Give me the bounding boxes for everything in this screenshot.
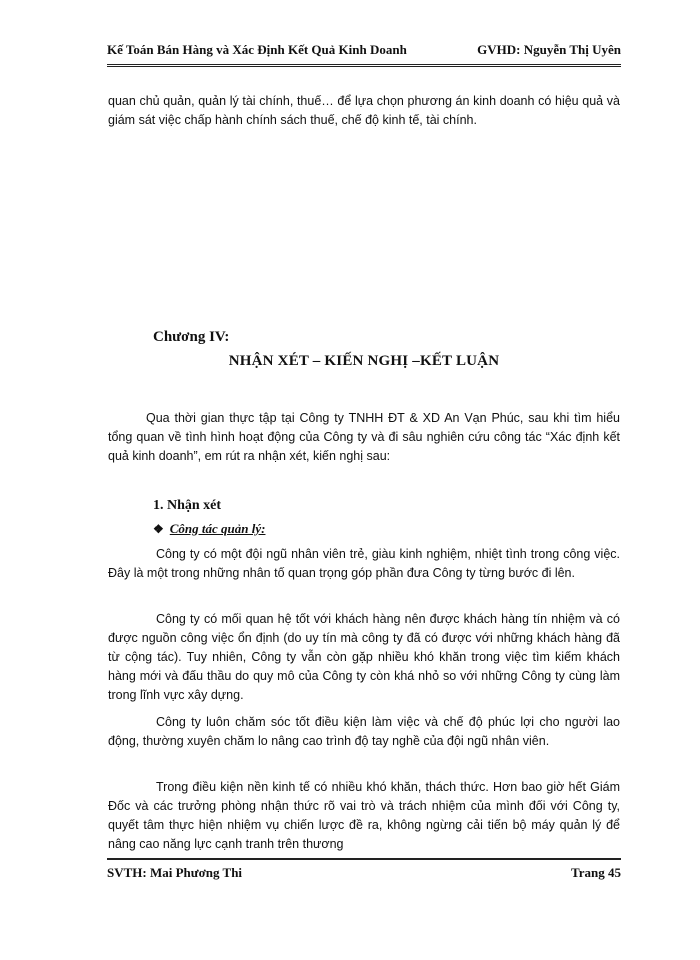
page-header [107,42,621,58]
paragraph-staff: Công ty có một đội ngũ nhân viên trẻ, giàu kinh nghiệm, nhiệt tình trong công việc. Đây là một trong những nhân tố quan trọng góp phần đưa Công ty từng bước đi lên. [108,547,620,580]
section-heading: 1. Nhận xét [153,498,222,513]
continued-paragraph: quan chủ quản, quản lý tài chính, thuế… để lựa chọn phương án kinh doanh có hiệu quả và giám sát việc chấp hành chính sách thuế, chế độ kinh tế, tài chính. [108,94,620,127]
chapter-title: NHẬN XÉT – KIẾN NGHỊ –KẾT LUẬN [228,353,500,369]
intro-paragraph: Qua thời gian thực tập tại Công ty TNHH ĐT & XD An Vạn Phúc, sau khi tìm hiểu tổng quan về tình hình hoạt động của Công ty và đi sâu nghiên cứu công tác “Xác định kết quả kinh doanh”, em rút ra nhận xét, kiến nghị sau: [108,411,620,463]
page-number: Trang 45 [571,865,621,880]
subsection-heading [153,521,265,537]
header-rule [107,64,621,67]
page-footer [107,865,621,881]
header-supervisor: GVHD: Nguyễn Thị Uyên [477,42,621,57]
paragraph-customers: Công ty có mối quan hệ tốt với khách hàng nên được khách hàng tín nhiệm và có được nguồn công việc ổn định (do uy tín mà công ty đã có được với những khách hàng đã từ cộng tác). Tuy nhiên, Công ty vẫn còn gặp nhiều khó khăn trong việc tìm kiếm khách hàng mới và đấu thầu do quy mô của Công ty còn khá nhỏ so với những Công ty cùng làm trong lĩnh vực xây dựng. [108,612,620,702]
paragraph-management: Trong điều kiện nền kinh tế có nhiều khó khăn, thách thức. Hơn bao giờ hết Giám Đốc và các trưởng phòng nhận thức rõ vai trò và trách nhiệm của mình đối với Công ty, quyết tâm thực hiện nhiệm vụ chiến lược đề ra, không ngừng cải tiến bộ máy quản lý để nâng cao năng lực cạnh tranh trên thương [108,780,620,851]
subsection-label: Công tác quản lý: [169,521,266,536]
footer-rule [107,858,621,860]
paragraph-welfare: Công ty luôn chăm sóc tốt điều kiện làm việc và chế độ phúc lợi cho người lao động, thường xuyên chăm lo nâng cao trình độ tay nghề của đội ngũ nhân viên. [108,715,620,748]
footer-author: SVTH: Mai Phương Thi [107,865,243,880]
header-title: Kế Toán Bán Hàng và Xác Định Kết Quả Kinh Doanh [107,42,407,57]
chapter-label: Chương IV: [153,329,230,345]
diamond-bullet-icon: ❖ [153,521,164,536]
